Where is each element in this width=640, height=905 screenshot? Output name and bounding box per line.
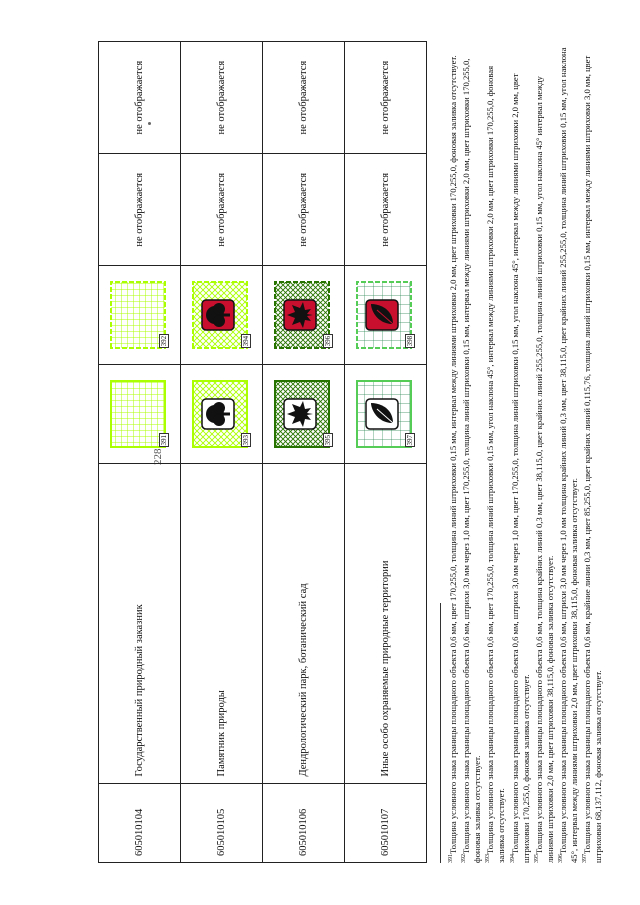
footnote: [532, 43, 556, 863]
footnote-number: 392: [461, 854, 468, 863]
footnote-number: 393: [485, 854, 492, 863]
map-symbol: [191, 280, 249, 350]
page-number: 228: [152, 448, 164, 465]
symbol-cell-solid: [99, 365, 181, 464]
table-row: [263, 42, 345, 863]
status-cell-b: не отображается: [345, 42, 427, 154]
code-cell: 605010105: [181, 783, 263, 862]
footnote-ref: 392: [160, 335, 168, 347]
name-cell: Дендрологический парк, ботанический сад: [263, 464, 345, 783]
map-symbol: [273, 379, 331, 449]
footnote: [556, 43, 580, 863]
symbol-cell-solid: [181, 365, 263, 464]
code-cell: 605010104: [99, 783, 181, 862]
symbol-cell-dashed: [345, 266, 427, 365]
footnote: [459, 43, 483, 863]
footnote-text: Толщина условного знака границы площадного объекта 0,6 мм, штрихи 3,0 мм через 1,0 мм толщина крайних линий 0,3 мм, цвет 38,115,0, цвет крайних линий 255,255,0, толщина линий штриховки 0,15 мм, угол наклона 45°, интервал между линиями штриховки 2,0 мм, цвет штриховки 38,115,0, фоновая заливка отсутствует.: [557, 47, 580, 863]
footnote-ref: 393: [242, 434, 250, 446]
footnote-number: 397: [582, 854, 589, 863]
map-symbol: [109, 379, 167, 449]
footnote: [483, 43, 507, 863]
footnote: [446, 43, 459, 863]
footnotes: [446, 43, 605, 863]
name-cell: Памятник природы: [181, 464, 263, 783]
status-cell-b: не отображается: [181, 42, 263, 154]
footnote-ref: 394: [242, 335, 250, 347]
map-symbol: [273, 280, 331, 350]
map-symbol: [109, 280, 167, 350]
footnote-text: Толщина условного знака границы площадного объекта 0,6 мм, цвет 170,255,0, толщина линий штриховки 0,15 мм, интервал между линиями штриховки 2,0 мм, цвет штриховки 170,255,0, фоновая заливка отсутствует.: [447, 55, 458, 854]
symbol-cell-dashed: [263, 266, 345, 365]
footnote: [508, 43, 532, 863]
footnote-number: 395: [533, 854, 540, 863]
status-cell-a: не отображается: [263, 154, 345, 266]
symbol-cell-dashed: [181, 266, 263, 365]
status-cell-b: не отображается: [99, 42, 181, 154]
footnote-text: Толщина условного знака границы площадного объекта 0,6 мм, крайние линии 0,3 мм, цвет 85,255,0, цвет крайних линий 0,115,76, толщина линий штриховки 0,15 мм, интервал между линиями штриховки 3,0 мм, цвет штриховки 68,137,112, фоновая заливка отсутствует.: [582, 55, 604, 863]
footnote-number: 391: [448, 854, 454, 863]
table-row: [345, 42, 427, 863]
status-cell-a: не отображается: [99, 154, 181, 266]
footnote-text: Толщина условного знака границы площадного объекта 0,6 мм, толщина крайних линий 0,3 мм, цвет 38,115,0, цвет крайних линий 255,255,0, толщина линий штриховки 0,15 мм, угол наклона 45° интервал между линиями штриховки 2,0 мм, цвет штриховки 38,115,0, фоновая заливка отсутствует.: [533, 76, 555, 863]
footnote-ref: 391: [160, 434, 168, 446]
footnote-ref: 395: [324, 434, 332, 446]
symbols-table: [98, 41, 427, 863]
table-row: [181, 42, 263, 863]
footnote: [580, 43, 604, 863]
table-row: [99, 42, 181, 863]
footnote-number: 394: [509, 854, 516, 863]
symbol-cell-solid: [263, 365, 345, 464]
map-symbol: [191, 379, 249, 449]
footnote-ref: 397: [406, 434, 414, 446]
footnote-text: Толщина условного знака границы площадного объекта 0,6 мм, цвет 170,255,0, толщина линий штриховки 0,15 мм, угол наклона 45°, интервал между линиями штриховки 2,0 мм, цвет штриховки 170,255,0, фоновая заливка отсутствует.: [485, 65, 507, 863]
name-cell: Иные особо охраняемые природные территории: [345, 464, 427, 783]
footnote-rule: [440, 603, 441, 863]
symbol-cell-solid: [345, 365, 427, 464]
footnote-text: Толщина условного знака границы площадного объекта 0,6 мм, штрихи 3,0 мм через 1,0 мм, цвет 170,255,0, толщина линий штриховки 0,15 мм, угол наклона 45°, интервал между линиями штриховки 2,0 мм, цвет штриховки 170,255,0, фоновая заливка отсутствует.: [509, 73, 531, 863]
footnote-text: Толщина условного знака границы площадного объекта 0,6 мм, штрихи 3,0 мм через 1,0 мм, цвет 170,255,0, толщина линий штриховки 0,15 мм, интервал между линиями штриховки 2,0 мм, цвет штриховки 170,255,0, фоновая заливка отсутствует.: [460, 58, 483, 863]
status-cell-a: не отображается: [345, 154, 427, 266]
map-symbol: [355, 280, 413, 350]
code-cell: 605010107: [345, 783, 427, 862]
footnote-ref: 398: [406, 335, 414, 347]
symbol-cell-dashed: [99, 266, 181, 365]
footnote-ref: 396: [324, 335, 332, 347]
status-cell-a: не отображается: [181, 154, 263, 266]
code-cell: 605010106: [263, 783, 345, 862]
status-cell-b: не отображается: [263, 42, 345, 154]
map-symbol: [355, 379, 413, 449]
footnote-number: 396: [558, 854, 565, 863]
name-cell: Государственный природный заказник: [99, 464, 181, 783]
